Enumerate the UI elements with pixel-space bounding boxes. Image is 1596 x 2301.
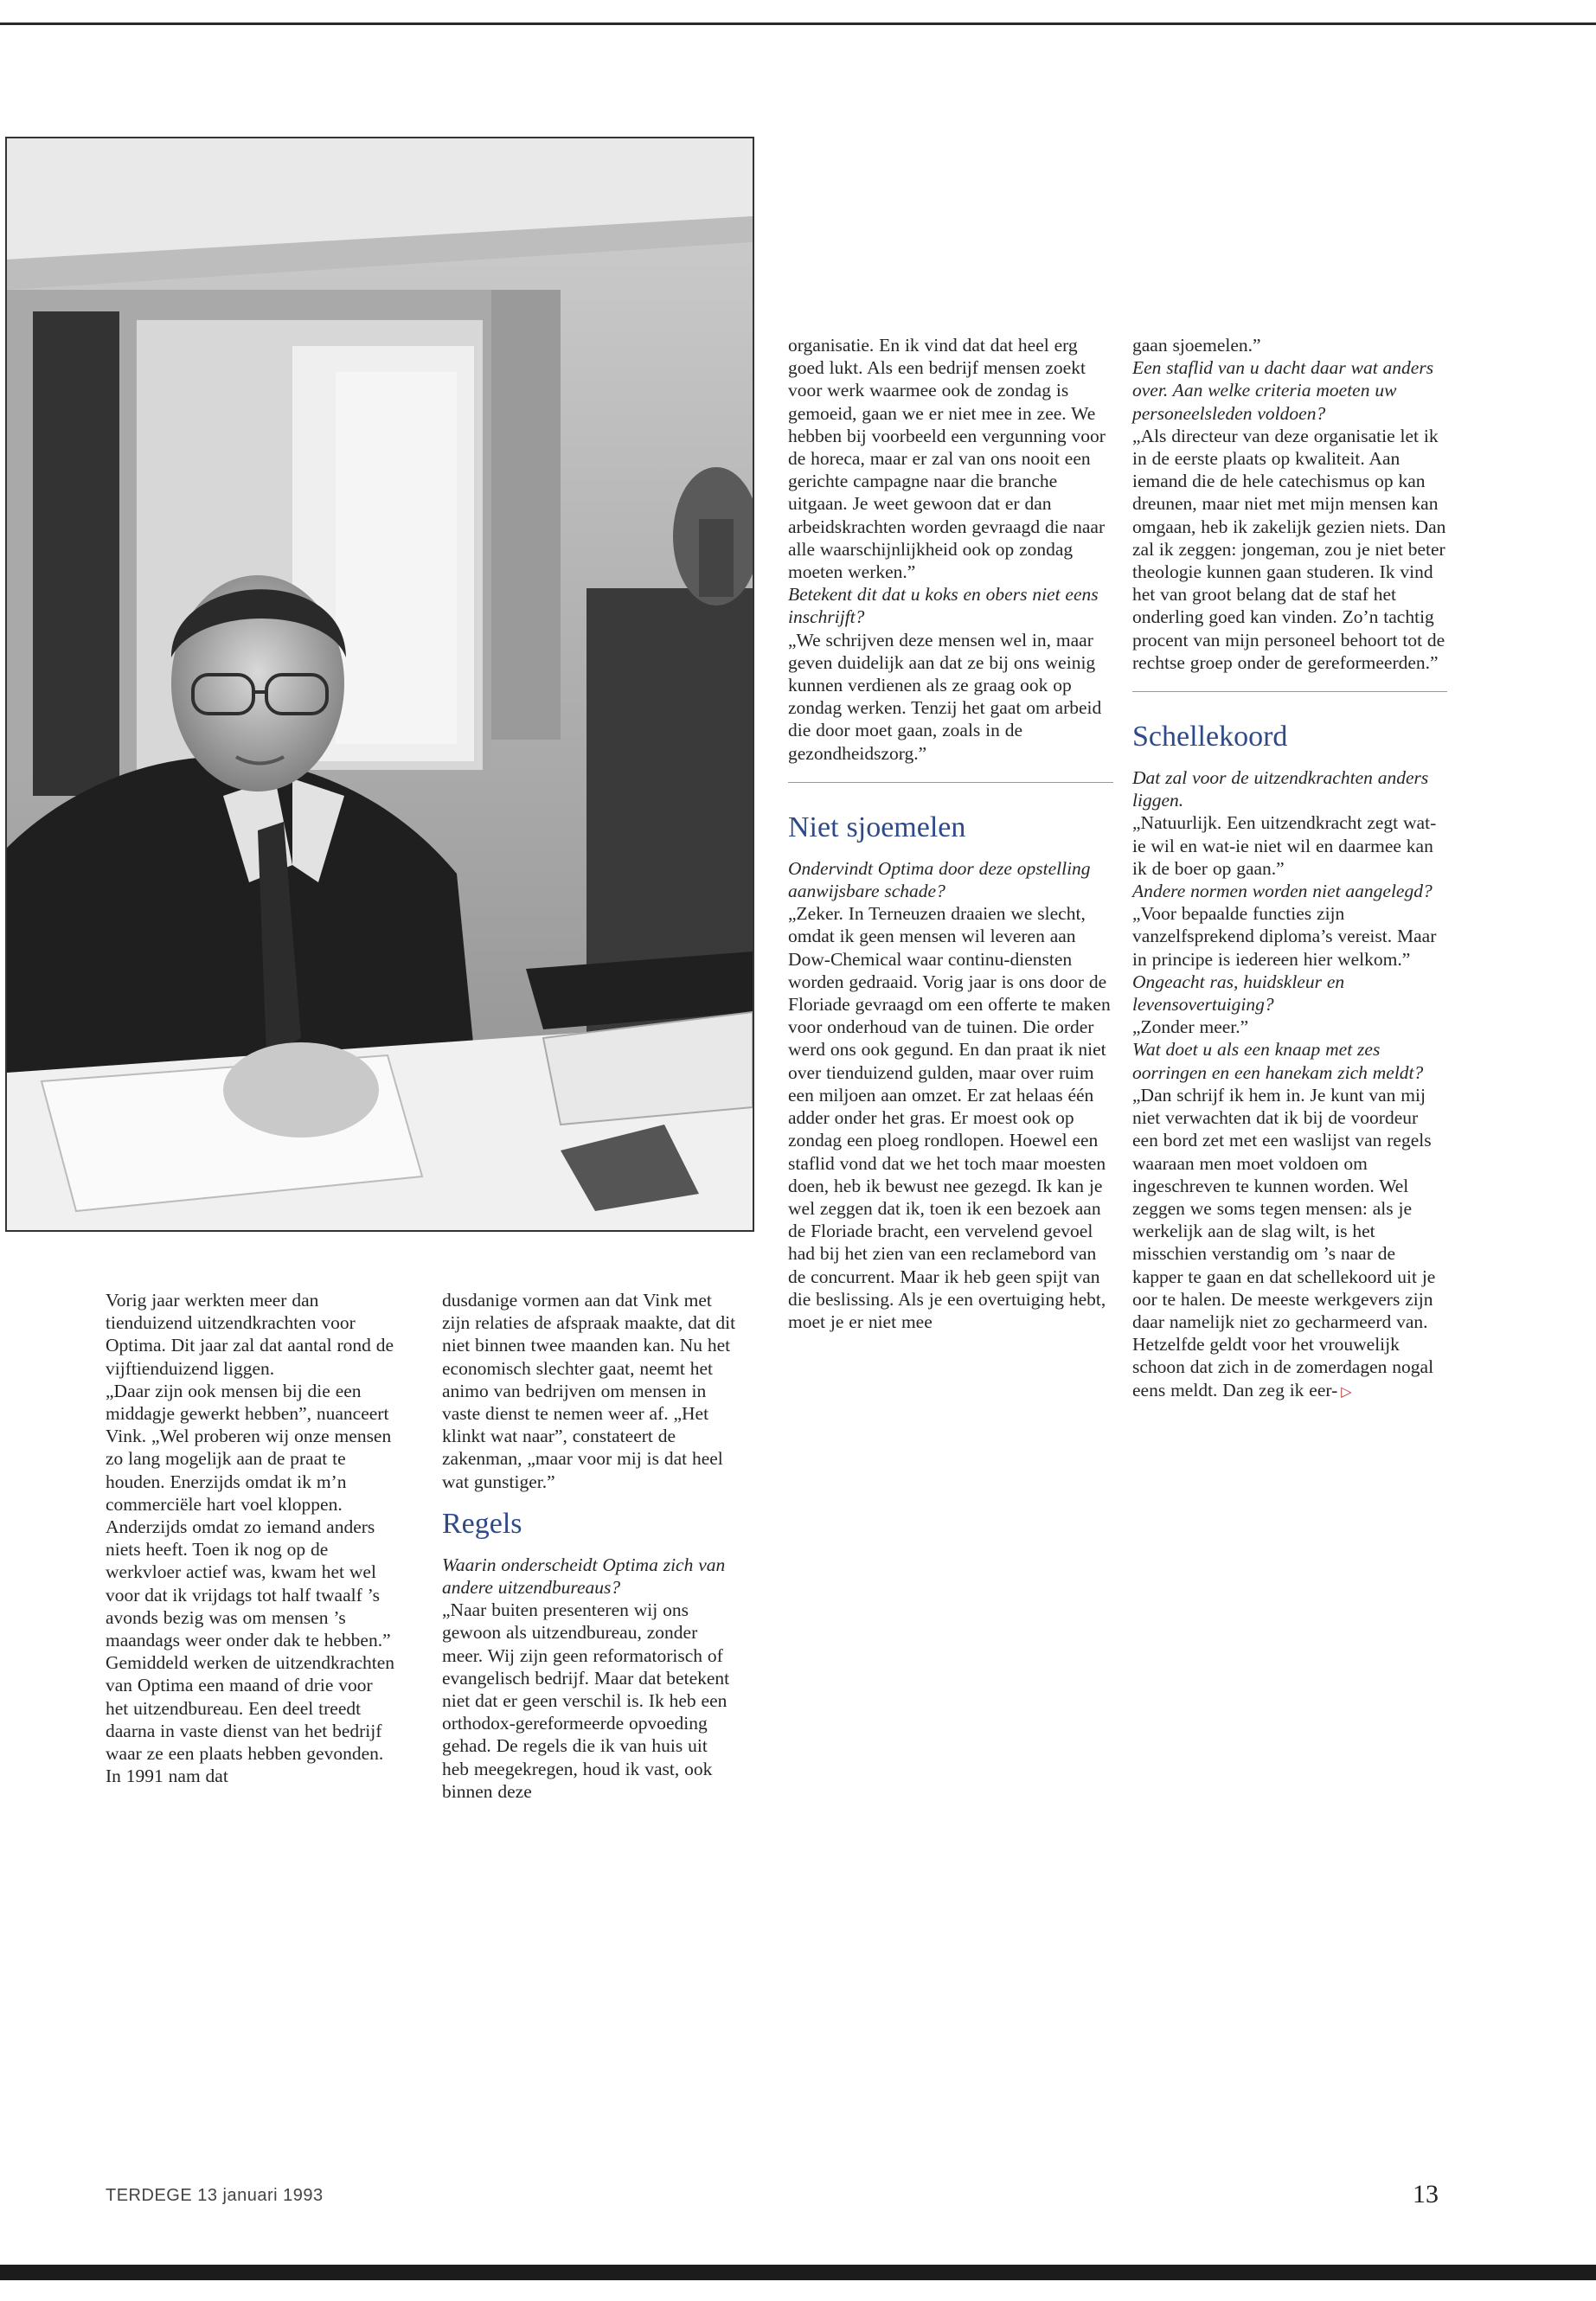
article-photo <box>5 137 754 1232</box>
article-paragraph: „Dan schrijf ik hem in. Je kunt van mij niet verwachten dat ik bij de voordeur een bord zet met een waslijst van regels waaraan men moet voldoen om ingeschreven te kunnen worden. Wel zeggen we soms tegen mensen: als je werkelijk aan de slag wilt, is het misschien verstandig om ’s naar de kapper te gaan en dat schellekoord uit je oor te halen. De meeste werkgevers zijn daar namelijk niet zo gecharmeerd van. Hetzelfde geldt voor het vrouwelijk schoon dat zich in de zomerdagen nogal eens meldt. Dan zeg ik eer- <box>1132 1084 1436 1400</box>
article-paragraph: „Zeker. In Terneuzen draaien we slecht, omdat ik geen mensen wil leveren aan Dow-Chemical waar continu-diensten worden gedraaid. Vorig jaar is ons door de Floriade gevraagd om een offerte te maken voor onderhoud van de tuinen. Die order werd ons ook gegund. En dan praat ik niet over tienduizend gulden, maar over ruim een miljoen aan omzet. Er zat helaas één adder onder het gras. Er moest ook op zondag een ploeg rondlopen. Hoewel een staflid vond dat we het toch maar moesten doen, heb ik bewust nee gezegd. Ik kan je wel zeggen dat ik, toen ik een bezoek aan de Floriade bracht, een vervelend gevoel had bij het zien van een reclamebord van de concurrent. Maar ik heb geen spijt van die beslissing. Als je een overtuiging hebt, moet je er niet mee <box>788 903 1111 1332</box>
column-3 <box>788 334 1113 1333</box>
interview-question: Een staflid van u dacht daar wat anders over. Aan welke criteria moeten uw personeelsleden voldoen? <box>1132 357 1434 424</box>
column-1 <box>106 1289 396 1787</box>
top-rule <box>0 22 1596 25</box>
section-heading: Regels <box>442 1507 522 1540</box>
footer-publication: TERDEGE 13 januari 1993 <box>106 2186 324 2205</box>
interview-question: Waarin onderscheidt Optima zich van andere uitzendbureaus? <box>442 1554 726 1599</box>
photo-portrait-illustration <box>7 138 753 1230</box>
interview-question: Ondervindt Optima door deze opstelling aanwijsbare schade? <box>788 857 1091 902</box>
interview-question: Wat doet u als een knaap met zes oorringen en een hanekam zich meldt? <box>1132 1039 1424 1083</box>
section-heading: Schellekoord <box>1132 721 1288 753</box>
section-divider <box>788 782 1113 783</box>
continue-arrow-icon: ▷ <box>1341 1384 1352 1400</box>
article-paragraph: „Als directeur van deze organisatie let ik in de eerste plaats op kwaliteit. Aan iemand die de hele catechismus op kan dreunen, maar niet met mijn mensen kan omgaan, heb ik zakelijk gezien niets. Dan zal ik zeggen: jongeman, zou je niet beter theologie kunnen gaan studeren. Ik vind het van groot belang dat de staf het onderling goed kan vinden. Zo’n tachtig procent van mijn personeel behoort tot de rechtse groep onder de gereformeerden.” <box>1132 425 1446 673</box>
interview-question: Dat zal voor de uitzendkrachten anders liggen. <box>1132 767 1429 811</box>
article-paragraph: gaan sjoemelen.” <box>1132 335 1261 356</box>
article-paragraph: Vorig jaar werkten meer dan tienduizend uitzendkrachten voor Optima. Dit jaar zal dat aantal rond de vijftienduizend liggen. <box>106 1290 394 1379</box>
column-2 <box>442 1289 736 1803</box>
section-divider <box>1132 691 1447 692</box>
bottom-rule <box>0 2265 1596 2280</box>
article-paragraph: „Natuurlijk. Een uitzendkracht zegt wat-ie wil en wat-ie niet wil en daarmee kan ik de boer op gaan.” <box>1132 812 1437 879</box>
article-paragraph: „Voor bepaalde functies zijn vanzelfsprekend diploma’s vereist. Maar in principe is iedereen hier welkom.” <box>1132 903 1437 970</box>
column-4 <box>1132 334 1447 1404</box>
interview-question: Ongeacht ras, huidskleur en levensovertuiging? <box>1132 971 1345 1016</box>
interview-question: Andere normen worden niet aangelegd? <box>1132 881 1433 902</box>
article-paragraph: „Daar zijn ook mensen bij die een middagje gewerkt hebben”, nuanceert Vink. „Wel proberen wij onze mensen zo lang mogelijk aan de praat te houden. Enerzijds omdat ik m’n commerciële hart voel kloppen. Anderzijds omdat zo iemand anders niets heeft. Toen ik nog op de werkvloer actief was, kwam het wel voor dat ik vrijdags tot half twaalf ’s avonds bezig was om mensen ’s maandags weer onder dak te hebben.” <box>106 1380 392 1651</box>
article-paragraph: Gemiddeld werken de uitzendkrachten van Optima een maand of drie voor het uitzendbureau. Een deel treedt daarna in vaste dienst van het bedrijf waar ze een plaats hebben gevonden. In 1991 nam dat <box>106 1652 395 1787</box>
article-paragraph: dusdanige vormen aan dat Vink met zijn relaties de afspraak maakte, dat dit niet binnen twee maanden kan. Nu het economisch slechter gaat, neemt het animo van bedrijven om mensen in vaste dienst te nemen weer af. „Het klinkt wat naar”, constateert de zakenman, „maar voor mij is dat heel wat gunstiger.” <box>442 1290 736 1492</box>
section-heading: Niet sjoemelen <box>788 811 966 843</box>
article-paragraph: „We schrijven deze mensen wel in, maar geven duidelijk aan dat ze bij ons weinig kunnen verdienen als ze graag ook op zondag werken. Tenzij het gaat om arbeid die door moet gaan, zoals in de gezondheidszorg.” <box>788 629 1102 764</box>
article-paragraph: „Zonder meer.” <box>1132 1016 1249 1038</box>
article-paragraph: „Naar buiten presenteren wij ons gewoon als uitzendbureau, zonder meer. Wij zijn geen reformatorisch of evangelisch bedrijf. Maar dat betekent niet dat er geen verschil is. Ik heb een orthodox-gereformeerde opvoeding gehad. De regels die ik van huis uit heb meegekregen, houd ik vast, ook binnen deze <box>442 1599 730 1802</box>
article-paragraph: organisatie. En ik vind dat dat heel erg goed lukt. Als een bedrijf mensen zoekt voor werk waarmee ook de zondag is gemoeid, gaan we er niet mee in zee. We hebben bij voorbeeld een vergunning voor de horeca, maar er zal van ons nooit een gerichte campagne naar die branche uitgaan. Je weet gewoon dat er dan arbeidskrachten worden gevraagd die naar alle waarschijnlijkheid ook op zondag moeten werken.” <box>788 335 1106 583</box>
interview-question: Betekent dit dat u koks en obers niet eens inschrijft? <box>788 584 1099 628</box>
page-number: 13 <box>1413 2180 1439 2208</box>
